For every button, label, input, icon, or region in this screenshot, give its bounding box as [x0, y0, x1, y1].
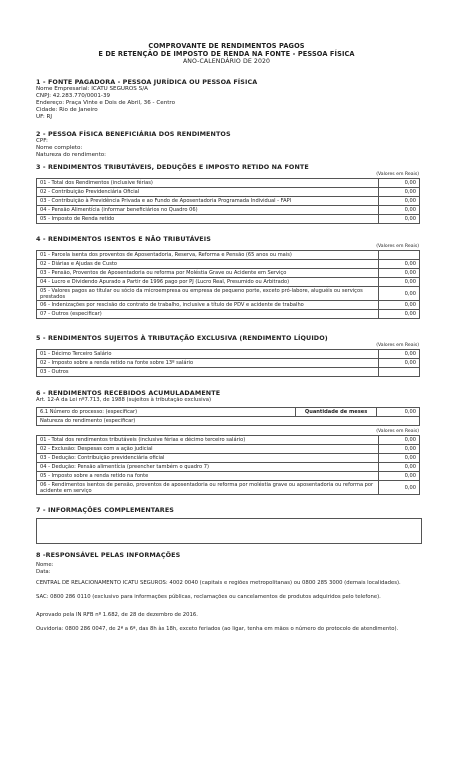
row-label: 02 - Imposto sobre a renda retido na fonte sobre 13º salário [37, 359, 379, 368]
section-5-title: 5 - RENDIMENTOS SUJEITOS À TRIBUTAÇÃO EXCLUSIVA (RENDIMENTO LÍQUIDO) [36, 334, 328, 342]
row-label: 05 - Valores pagos ao titular ou sócio da microempresa ou empresa de pequeno porte, exceto pró-labore, aluguéis ou serviços prestados [37, 287, 379, 301]
payer-city: Cidade: Rio de Janeiro [36, 107, 98, 113]
table-row [37, 251, 420, 260]
process-number-label: 6.1 Número do processo: (especificar) [37, 408, 296, 417]
section-3-title: 3 - RENDIMENTOS TRIBUTÁVEIS, DEDUÇÕES E IMPOSTO RETIDO NA FONTE [36, 163, 309, 171]
section-6-title: 6 - RENDIMENTOS RECEBIDOS ACUMULADAMENTE [36, 389, 221, 397]
table-row [37, 417, 420, 426]
table-row [37, 368, 420, 377]
doc-title: COMPROVANTE DE RENDIMENTOS PAGOS [148, 42, 305, 50]
payer-name: Nome Empresarial: ICATU SEGUROS S/A [36, 86, 148, 92]
row-label: 02 - Contribuição Previdenciária Oficial [37, 188, 379, 197]
section-2-title: 2 - PESSOA FÍSICA BENEFICIÁRIA DOS RENDIMENTOS [36, 130, 231, 138]
row-value: 0,00 [379, 206, 420, 215]
table-row [37, 408, 420, 417]
section-4-unit: (Valores em Reais) [376, 244, 419, 249]
row-value: 0,00 [379, 463, 420, 472]
table-row [37, 215, 420, 224]
approval-note: Aprovado pela IN RFB nº 1.682, de 28 de dezembro de 2016. [36, 612, 198, 618]
table-row [37, 445, 420, 454]
months-label: Quantidade de meses [296, 408, 377, 417]
row-value: 0,00 [379, 445, 420, 454]
doc-year: ANO-CALENDÁRIO DE 2020 [182, 58, 271, 65]
row-label: 07 - Outros (especificar) [37, 310, 379, 319]
section-3-unit: (Valores em Reais) [376, 172, 419, 177]
section-4-title: 4 - RENDIMENTOS ISENTOS E NÃO TRIBUTÁVEIS [36, 235, 211, 243]
table-row [37, 359, 420, 368]
responsible-name: Nome: [36, 562, 54, 568]
section-6-table [36, 435, 420, 495]
table-row [37, 188, 420, 197]
row-value: 0,00 [379, 350, 420, 359]
row-value: 0,00 [379, 287, 420, 301]
row-label: 04 - Pensão Alimentícia (informar beneficiários no Quadro 06) [37, 206, 379, 215]
payer-uf: UF: RJ [36, 114, 53, 120]
row-label: 03 - Dedução: Contribuição previdenciária oficial [37, 454, 379, 463]
table-row [37, 301, 420, 310]
row-value: 0,00 [379, 472, 420, 481]
sac-contact: SAC: 0800 286 0110 (exclusivo para informações públicas, reclamações ou cancelamentos de produtos adquiridos pelo telefone). [36, 594, 381, 600]
row-label: 03 - Contribuição à Previdência Privada e ao Fundo de Aposentadoria Programada Individual - FAPI [37, 197, 379, 206]
row-value: 0,00 [379, 269, 420, 278]
row-value: 0,00 [379, 188, 420, 197]
table-row [37, 260, 420, 269]
row-label: 01 - Décimo Terceiro Salário [37, 350, 379, 359]
row-value: 0,00 [379, 454, 420, 463]
months-value: 0,00 [376, 408, 419, 417]
row-value: 0,00 [379, 310, 420, 319]
section-1-title: 1 - FONTE PAGADORA - PESSOA JURÍDICA OU PESSOA FÍSICA [36, 78, 258, 86]
row-value: 0,00 [379, 301, 420, 310]
section-6-process-table [36, 407, 420, 426]
central-contact: CENTRAL DE RELACIONAMENTO ICATU SEGUROS: 4002 0040 (capitais e regiões metropolitanas) ou 0800 285 3000 (demais localidades). [36, 580, 401, 586]
table-row [37, 472, 420, 481]
table-row [37, 179, 420, 188]
nature-label: Natureza do rendimento (especificar) [37, 417, 420, 426]
table-row [37, 463, 420, 472]
row-label: 02 - Diárias e Ajudas de Custo [37, 260, 379, 269]
row-label: 04 - Lucro e Dividendo Apurado a Partir de 1996 pago por PJ (Lucro Real, Presumido ou Arbitrado) [37, 278, 379, 287]
beneficiary-name: Nome completo: [36, 145, 83, 151]
beneficiary-nature: Natureza do rendimento: [36, 152, 107, 158]
row-label: 03 - Pensão, Proventos de Aposentadoria ou reforma por Moléstia Grave ou Acidente em Serviço [37, 269, 379, 278]
row-label: 06 - Rendimentos isentos de pensão, proventos de aposentadoria ou reforma por moléstia grave ou aposentadoria ou reforma por acidente em serviço [37, 481, 379, 495]
payer-address: Endereço: Praça Vinte e Dois de Abril, 36 - Centro [36, 100, 176, 106]
row-value: 0,00 [379, 481, 420, 495]
beneficiary-cpf: CPF: [36, 138, 48, 144]
section-8-title: 8 -RESPONSÁVEL PELAS INFORMAÇÕES [36, 551, 181, 559]
section-5-unit: (Valores em Reais) [376, 343, 419, 348]
ouvidoria-contact: Ouvidoria: 0800 286 0047, de 2ª a 6ª, das 8h às 18h, exceto feriados (ao ligar, tenha em mãos o número do protocolo de atendimento). [36, 626, 399, 632]
row-label: 03 - Outros [37, 368, 379, 377]
row-label: 01 - Parcela isenta dos proventos de Aposentadoria, Reserva, Reforma e Pensão (65 anos ou mais) [37, 251, 379, 260]
row-label: 01 - Total dos Rendimentos (inclusive férias) [37, 179, 379, 188]
row-value: 0,00 [379, 260, 420, 269]
table-row [37, 310, 420, 319]
table-row [37, 269, 420, 278]
responsible-date: Data: [36, 569, 51, 575]
section-5-table [36, 349, 420, 377]
complementary-info-box [36, 518, 422, 544]
table-row [37, 350, 420, 359]
table-row [37, 287, 420, 301]
section-6-note: Art. 12-A da Lei nº7.713, de 1988 (sujeitos à tributação exclusiva) [36, 397, 212, 403]
payer-cnpj: CNPJ: 42.283.770/0001-39 [36, 93, 111, 99]
row-label: 05 - Imposto de Renda retido [37, 215, 379, 224]
row-label: 06 - Indenizações por rescisão do contrato de trabalho, inclusive a título de PDV e acidente de trabalho [37, 301, 379, 310]
table-row [37, 206, 420, 215]
table-row [37, 454, 420, 463]
row-label: 02 - Exclusão: Despesas com a ação judicial [37, 445, 379, 454]
row-value: 0,00 [379, 179, 420, 188]
row-label: 05 - Imposto sobre a renda retido na fonte [37, 472, 379, 481]
section-4-table [36, 250, 420, 319]
row-value: 0,00 [379, 359, 420, 368]
row-label: 01 - Total dos rendimentos tributáveis (inclusive férias e décimo terceiro salário) [37, 436, 379, 445]
section-7-title: 7 - INFORMAÇÕES COMPLEMENTARES [36, 506, 174, 514]
row-value: 0,00 [379, 197, 420, 206]
row-label: 04 - Dedução: Pensão alimentícia (preencher também o quadro 7) [37, 463, 379, 472]
row-value: 0,00 [379, 215, 420, 224]
row-value: 0,00 [379, 278, 420, 287]
doc-subtitle: E DE RETENÇÃO DE IMPOSTO DE RENDA NA FONTE - PESSOA FÍSICA [98, 50, 355, 58]
row-value [379, 368, 420, 377]
section-3-table [36, 178, 420, 224]
table-row [37, 481, 420, 495]
section-6-unit: (Valores em Reais) [376, 429, 419, 434]
row-value [379, 251, 420, 260]
table-row [37, 197, 420, 206]
table-row [37, 278, 420, 287]
table-row [37, 436, 420, 445]
row-value: 0,00 [379, 436, 420, 445]
